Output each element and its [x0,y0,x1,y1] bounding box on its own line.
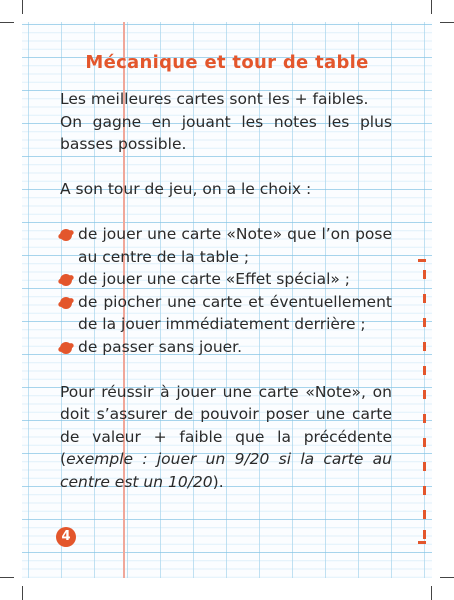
rule-end: ). [212,472,224,491]
crop-mark [0,577,14,578]
list-item-text: de jouer une carte «Effet spécial» ; [78,270,351,288]
margin-tick [423,366,426,375]
crop-mark [440,577,454,578]
bullet-icon [60,342,72,354]
list-item-text: de jouer une carte «Note» que l’on pose au centre de la table ; [78,225,392,266]
crop-mark [431,0,432,14]
intro-line-2: On gagne en jouant les notes les plus basses possible. [60,112,392,153]
margin-tick [423,390,426,399]
list-item-text: de passer sans jouer. [78,337,243,356]
crop-mark [22,586,23,600]
crop-mark [22,0,23,14]
margin-tick [423,438,426,447]
list-item-text: de piocher une carte et éventuellement de la jouer immédiatement derrière ; [78,292,392,333]
list-item [60,291,392,336]
list-item [60,268,392,291]
crop-mark [431,586,432,600]
margin-tick [418,541,426,544]
margin-tick [423,294,426,303]
margin-tick [423,270,426,279]
intro-line-1: Les meilleures cartes sont les + faibles. [60,90,369,108]
margin-tick [423,530,426,539]
bullet-icon [60,229,72,241]
bullet-icon [60,274,72,286]
margin-tick [423,486,426,495]
crop-mark [0,22,14,23]
rule-paragraph [60,381,392,494]
page-title: Mécanique et tour de table [85,52,369,73]
list-item [60,223,392,268]
body-text [60,88,392,493]
rule-text: Pour réussir à jouer une carte «Note», on doit s’assurer de pouvoir poser une carte de valeur + faible que la précédente ( [60,382,392,468]
margin-tick [423,462,426,471]
page-number-badge: 4 [56,527,76,547]
margin-tick [423,510,426,519]
choice-intro: A son tour de jeu, on a le choix : [60,180,312,198]
margin-tick [423,318,426,327]
bullet-icon [60,297,72,309]
crop-mark [440,22,454,23]
margin-tick [423,414,426,423]
example-body: jouer un 9/20 si la carte au centre est un 10/20 [60,450,392,491]
example-label: exemple : [66,450,148,468]
margin-tick [423,342,426,351]
margin-tick [418,259,426,262]
list-item [60,336,392,359]
